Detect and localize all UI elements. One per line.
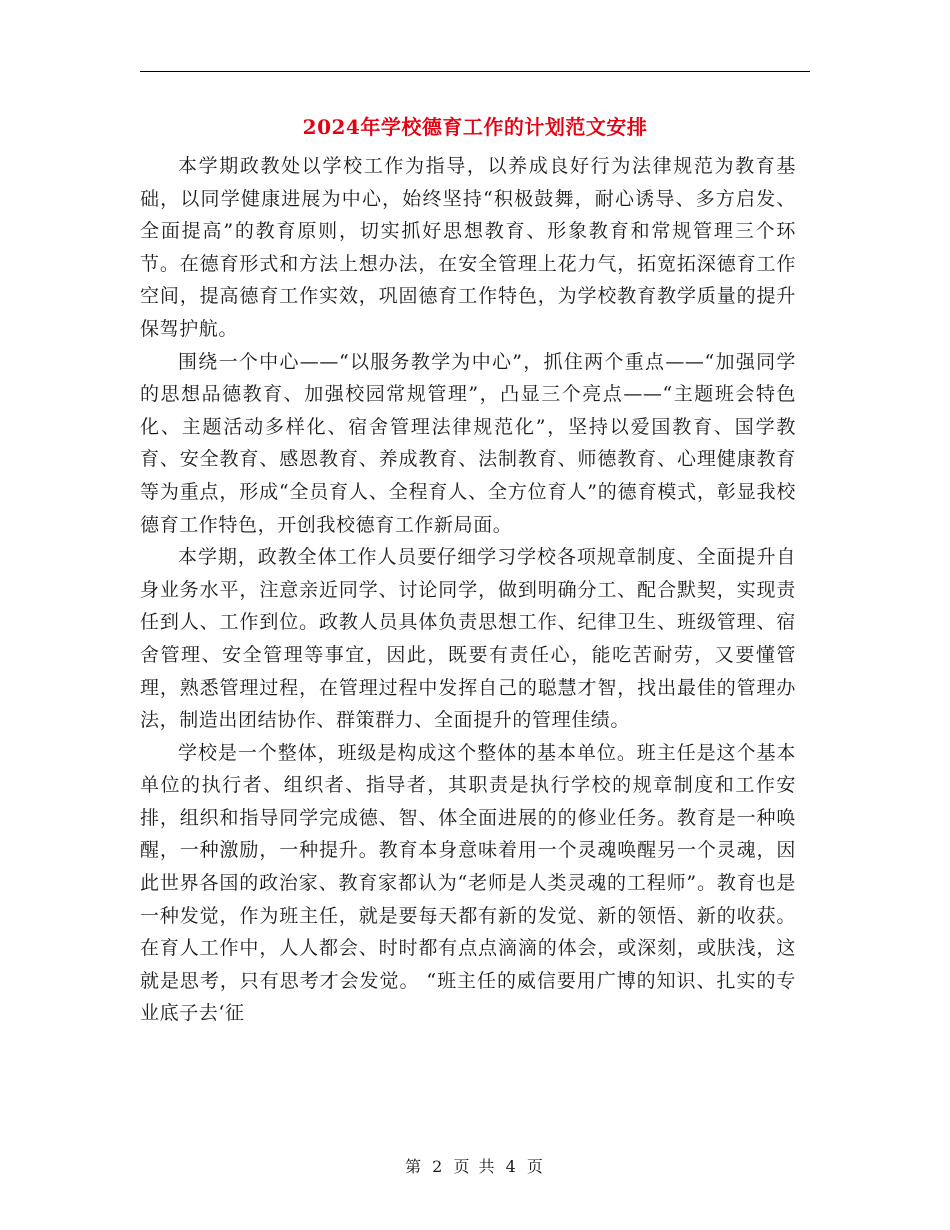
footer-middle: 页 共 [453,1157,497,1176]
paragraph-2: 围绕一个中心——“以服务教学为中心”，抓住两个重点——“加强同学的思想品德教育、加强校园常规管理”，凸显三个亮点——“主题班会特色化、主题活动多样化、宿舍管理法律规范化”，坚持以爱国教育、国学教育、安全教育、感恩教育、养成教育、法制教育、师德教育、心理健康教育等为重点，形成“全员育人、全程育人、全方位育人”的德育模式，彰显我校德育工作特色，开创我校德育工作新局面。 [140,350,796,536]
footer-total-pages: 4 [505,1157,518,1176]
footer-suffix: 页 [526,1157,545,1176]
page-number-footer [0,1154,950,1177]
document-body [140,150,796,1030]
document-title: 2024年学校德育工作的计划范文安排 [302,115,648,139]
footer-prefix: 第 [405,1157,424,1176]
paragraph-3: 本学期，政教全体工作人员要仔细学习学校各项规章制度、全面提升自身业务水平，注意亲近同学、讨论同学，做到明确分工、配合默契，实现责任到人、工作到位。政教人员具体负责思想工作、纪律卫生、班级管理、宿舍管理、安全管理等事宜，因此，既要有责任心，能吃苦耐劳，又要懂管理，熟悉管理过程，在管理过程中发挥自己的聪慧才智，找出最佳的管理办法，制造出团结协作、群策群力、全面提升的管理佳绩。 [140,546,796,732]
header-rule [140,71,810,72]
footer-current-page: 2 [432,1157,445,1176]
paragraph-4: 学校是一个整体，班级是构成这个整体的基本单位。班主任是这个基本单位的执行者、组织者、指导者，其职责是执行学校的规章制度和工作安排，组织和指导同学完成德、智、体全面进展的的修业任务。教育是一种唤醒，一种激励，一种提升。教育本身意味着用一个灵魂唤醒另一个灵魂，因此世界各国的政治家、教育家都认为“老师是人类灵魂的工程师”。教育也是一种发觉，作为班主任，就是要每天都有新的发觉、新的领悟、新的收获。在育人工作中，人人都会、时时都有点点滴滴的体会，或深刻，或肤浅，这就是思考，只有思考才会发觉。 “班主任的威信要用广博的知识、扎实的专业底子去‘征 [140,741,796,1025]
paragraph-1: 本学期政教处以学校工作为指导，以养成良好行为法律规范为教育基础，以同学健康进展为中心，始终坚持“积极鼓舞，耐心诱导、多方启发、全面提高”的教育原则，切实抓好思想教育、形象教育和常规管理三个环节。在德育形式和方法上想办法，在安全管理上花力气，拓宽拓深德育工作空间，提高德育工作实效，巩固德育工作特色，为学校教育教学质量的提升保驾护航。 [140,155,796,340]
